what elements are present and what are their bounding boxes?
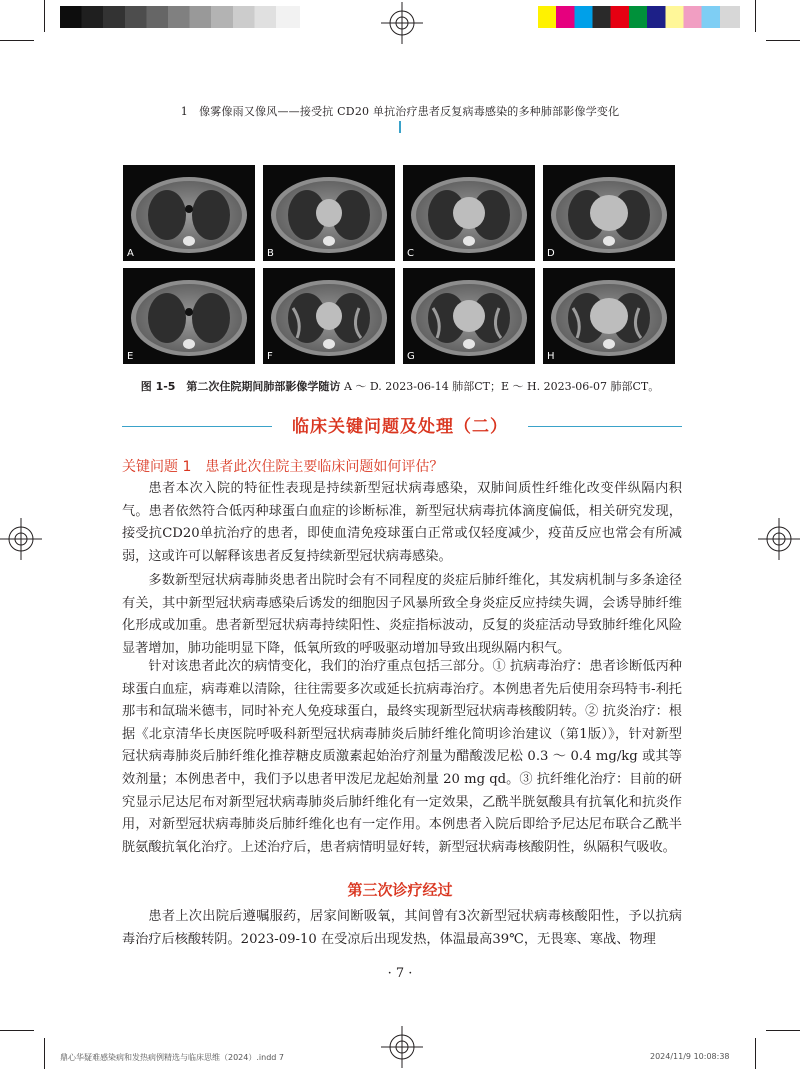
figure-caption-label: 图 1-5 第二次住院期间肺部影像学随访 (140, 380, 341, 393)
crop-mark (766, 40, 800, 41)
ct-scan-image (403, 268, 535, 364)
ct-scan-image (543, 268, 675, 364)
ct-panel (543, 165, 675, 261)
panel-label: C (407, 248, 414, 259)
key-question: 关键问题 1 患者此次住院主要临床问题如何评估？ (122, 459, 444, 475)
crop-mark (766, 1030, 800, 1031)
header-divider (399, 121, 401, 133)
ct-scan-image (123, 165, 255, 261)
ct-panel (403, 268, 535, 364)
grayscale-bar (60, 6, 300, 28)
panel-label: H (547, 351, 555, 362)
panel-label: D (547, 248, 555, 259)
panel-label: E (127, 351, 134, 362)
registration-mark-icon (381, 1026, 423, 1068)
crop-mark (44, 1038, 45, 1069)
registration-mark-icon (758, 518, 800, 560)
registration-mark-icon (381, 2, 423, 44)
crop-mark (755, 0, 756, 32)
ct-scan-image (403, 165, 535, 261)
ct-panel (403, 165, 535, 261)
ct-scan-image (123, 268, 255, 364)
footer-timestamp: 2024/11/9 10:08:38 (650, 1052, 730, 1061)
paragraph: 患者上次出院后遵嘱服药，居家间断吸氧，其间曾有3次新型冠状病毒核酸阳性，予以抗病毒治疗后核酸转阴。2023-09-10 在受凉后出现发热，体温最高39℃，无畏寒、寒战、物理 (122, 909, 682, 947)
ct-panel (263, 165, 395, 261)
section-title: 临床关键问题及处理（二） (292, 417, 508, 437)
crop-mark (0, 40, 34, 41)
panel-label: B (267, 248, 274, 259)
ct-scan-image (543, 165, 675, 261)
ct-scan-image (263, 165, 395, 261)
paragraph: 患者本次入院的特征性表现是持续新型冠状病毒感染，双肺间质性纤维化改变伴纵隔内积气。患者依然符合低丙种球蛋白血症的诊断标准，新型冠状病毒抗体滴度偏低，相关研究发现，接受抗CD20单抗治疗的患者，即使血清免疫球蛋白正常或仅轻度减少，疫苗反应也常会有所减弱，这或许可以解释该患者反复持续新型冠状病毒感染。 (122, 481, 682, 564)
ct-panel (123, 268, 255, 364)
figure-caption (0, 378, 800, 394)
paragraph: 针对该患者此次的病情变化，我们的治疗重点包括三部分。① 抗病毒治疗：患者诊断低丙种球蛋白血症，病毒难以清除，往往需要多次或延长抗病毒治疗。本例患者先后使用奈玛特韦-利托那韦和氙瑞米德韦，同时补充人免疫球蛋白，最终实现新型冠状病毒核酸阴转。② 抗炎治疗：根据《北京清华长庚医院呼吸科新型冠状病毒肺炎后肺纤维化简明诊治建议（第1版）》，针对新型冠状病毒肺炎后肺纤维化推荐糖皮质激素起始治疗剂量为醋酸泼尼松 0.3 ～ 0.4 mg/kg 或其等效剂量；本例患者中，我们予以患者甲泼尼龙起始剂量 20 mg qd。③ 抗纤维化治疗：目前的研究显示尼达尼布对新型冠状病毒肺炎后肺纤维化有一定效果，乙酰半胱氨酸具有抗氧化和抗炎作用，对新型冠状病毒肺炎后肺纤维化也有一定作用。本例患者入院后即给予尼达尼布联合乙酰半胱氨酸抗氧化治疗。上述治疗后，患者病情明显好转，新型冠状病毒核酸阴性，纵隔积气吸收。 (122, 659, 682, 855)
crop-mark (44, 0, 45, 32)
ct-panel (123, 165, 255, 261)
ct-panel (263, 268, 395, 364)
panel-label: G (407, 351, 415, 362)
footer-file: 鼎心华疑难感染病和发热病例精选与临床思维（2024）.indd 7 (60, 1053, 284, 1062)
subsection-title: 第三次诊疗经过 (347, 881, 453, 899)
figure-caption-text: A ～ D. 2023-06-14 肺部CT；E ～ H. 2023-06-07 肺部CT。 (343, 380, 660, 393)
ct-scan-image (263, 268, 395, 364)
color-bar (538, 6, 740, 28)
crop-mark (755, 1038, 756, 1069)
running-header: 1 像雾像雨又像风——接受抗 CD20 单抗治疗患者反复病毒感染的多种肺部影像学变化 (180, 105, 620, 118)
panel-label: F (267, 351, 273, 362)
section-line-right (528, 426, 682, 427)
ct-panel (543, 268, 675, 364)
page-number: · 7 · (387, 966, 413, 981)
panel-label: A (127, 248, 134, 259)
paragraph: 多数新型冠状病毒肺炎患者出院时会有不同程度的炎症后肺纤维化，其发病机制与多条途径有关，其中新型冠状病毒感染后诱发的细胞因子风暴所致全身炎症反应持续失调，会诱导肺纤维化形成或加重。患者新型冠状病毒持续阳性、炎症指标波动，反复的炎症活动导致肺纤维化风险显著增加，肺功能明显下降，低氧所致的呼吸驱动增加导致出现纵隔内积气。 (122, 573, 682, 656)
crop-mark (0, 1030, 34, 1031)
registration-mark-icon (0, 518, 42, 560)
